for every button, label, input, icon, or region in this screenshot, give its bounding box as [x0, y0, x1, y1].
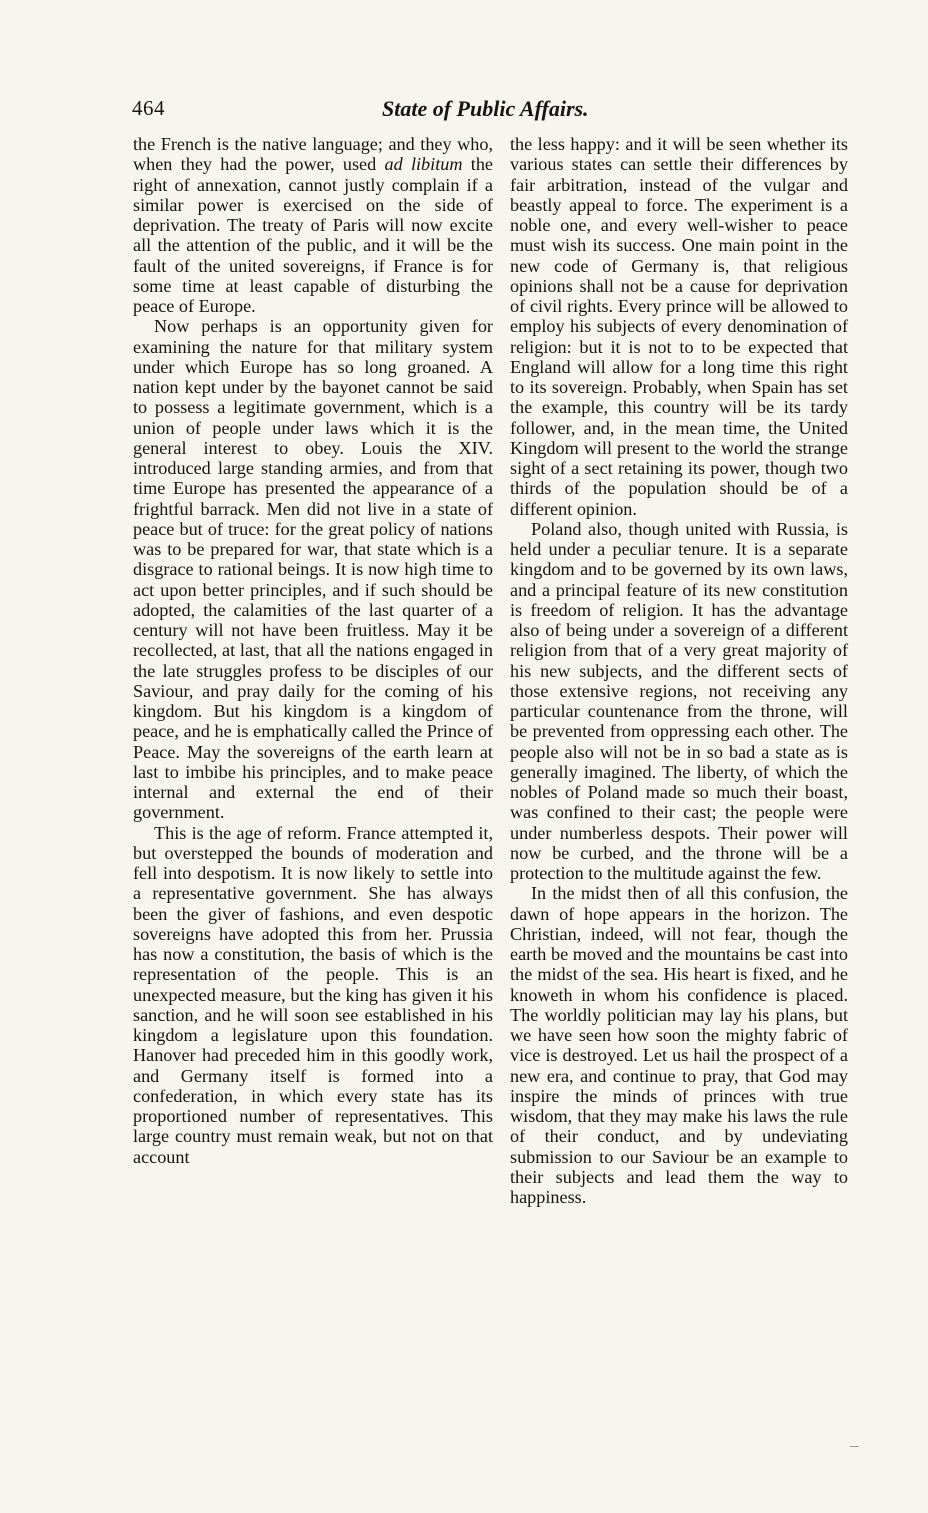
italic-phrase: ad libitum [384, 154, 463, 175]
left-paragraph-3: This is the age of reform. France attempted it, but overstepped the bounds of moderation and fell into despotism. It is now likely to settle into a representative government. She has always been the giver of fashions, and even despotic sovereigns have adopted this from her. Prussia has now a constitution, the basis of which is the representation of the people. This is an unexpected measure, but the king has given it his sanction, and he will soon see established in his kingdom a legislature upon this foundation. Hanover had preceded him in this goodly work, and Germany itself is formed into a confederation, in which every state has its proportioned number of representatives. This large country must remain weak, but not on that account [133, 822, 493, 1167]
right-paragraph-1: the less happy: and it will be seen whether its various states can settle their differences by fair arbitration, instead of the vulgar and beastly appeal to force. The experiment is a noble one, and every well-wisher to peace must wish its success. One main point in the new code of Germany is, that religious opinions shall not be a cause for deprivation of civil rights. Every prince will be allowed to employ his subjects of every denomination of religion: but it is not to to be expected that England will allow for a long time this right to its sovereign. Probably, when Spain has set the example, this country will be its tardy follower, and, in the mean time, the United Kingdom will present to the world the strange sight of a sect retaining its power, though two thirds of the population should be of a different opinion. [510, 134, 848, 519]
left-paragraph-1: the French is the native language; and they who, when they had the power, used ad libitum the right of annexation, cannot justly complain if a similar power is exercised on the side of deprivation. The treaty of Paris will now excite all the attention of the public, and it will be the fault of the united sovereigns, if France is for some time at least capable of disturbing the peace of Europe. [133, 134, 493, 316]
page-number: 464 [132, 96, 165, 120]
right-paragraph-3: In the midst then of all this confusion, the dawn of hope appears in the horizon. The Christian, indeed, will not fear, though the earth be moved and the mountains be cast into the midst of the sea. His heart is fixed, and he knoweth in whom his confidence is placed. The worldly politician may lay his plans, but we have seen how soon the mighty fabric of vice is destroyed. Let us hail the prospect of a new era, and continue to pray, that God may inspire the minds of princes with true wisdom, that they may make his laws the rule of their conduct, and by undeviating submission to our Saviour be an example to their subjects and lead them the way to happiness. [510, 883, 848, 1207]
right-column [510, 134, 848, 1207]
running-head: State of Public Affairs. [382, 96, 589, 121]
column-gutter [497, 140, 498, 1440]
page-header [132, 96, 852, 126]
left-column [133, 134, 493, 1167]
right-paragraph-2: Poland also, though united with Russia, is held under a peculiar tenure. It is a separate kingdom and to be governed by its own laws, and a principal feature of its new constitution is freedom of religion. It has the advantage also of being under a sovereign of a different religion from that of a very great majority of his new subjects, and the different sects of those extensive regions, not receiving any particular countenance from the throne, will be prevented from oppressing each other. The people also will not be in so bad a state as is generally imagined. The liberty, of which the nobles of Poland made so much their boast, was confined to their cast; the people were under numberless despots. Their power will now be curbed, and the throne will be a protection to the multitude against the few. [510, 518, 848, 883]
print-mark [850, 1446, 859, 1447]
left-paragraph-2: Now perhaps is an opportunity given for examining the nature for that military system under which Europe has so long groaned. A nation kept under by the bayonet cannot be said to possess a legitimate government, which is a union of people under laws which it is the general interest to obey. Louis the XIV. introduced large standing armies, and from that time Europe has presented the appearance of a frightful barrack. Men did not live in a state of peace but of truce: for the great policy of nations was to be prepared for war, that state which is a disgrace to rational beings. It is now high time to act upon better principles, and if such should be adopted, the calamities of the last quarter of a century will not have been fruitless. May it be recollected, at last, that all the nations engaged in the late struggles profess to be disciples of our Saviour, and pray daily for the coming of his kingdom. But his kingdom is a kingdom of peace, and he is emphatically called the Prince of Peace. May the sovereigns of the earth learn at last to imbibe his principles, and to make peace internal and external the end of their government. [133, 316, 493, 823]
